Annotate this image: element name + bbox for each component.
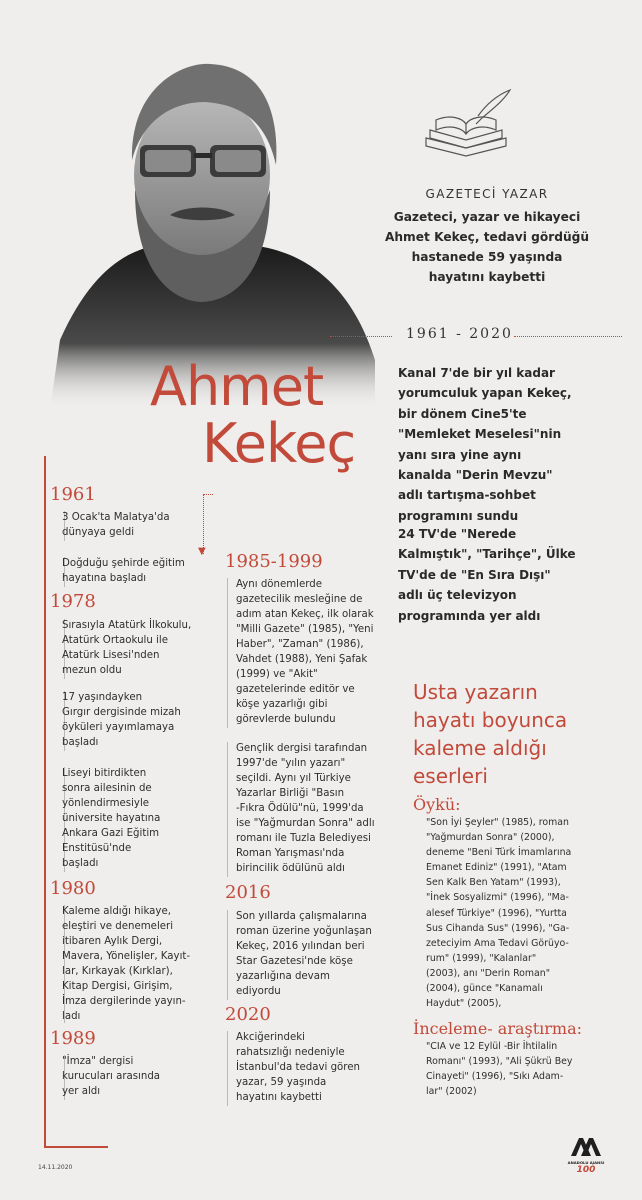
works-title: Usta yazarın hayatı boyunca kaleme aldığı eserleri bbox=[413, 680, 568, 788]
entry-bar bbox=[227, 742, 228, 877]
books-quill-illustration bbox=[418, 86, 514, 166]
entry-1985-1999-a: Aynı dönemlerde gazetecilik mesleğine de adım atan Kekeç, ilk olarak "Milli Gazete" (1985), "Yeni Haber", "Zaman" (1986), Vahdet (1988), Yeni Şafak (1999) ve "Akit" gazetelerinde editör ve köşe yazarlığı gibi görevlerde bulundu bbox=[236, 579, 374, 725]
entry-1978-c: Liseyi bitirdikten sonra ailesinin de yönlendirmesiyle üniversite hayatına Ankara Gazi Eğitim Enstitüsü'nde başladı bbox=[62, 768, 161, 869]
publish-date: 14.11.2020 bbox=[38, 1164, 73, 1171]
agency-logo bbox=[560, 1136, 612, 1175]
timeline-arrow-icon: ▼ bbox=[198, 546, 206, 557]
name-last: Kekeç bbox=[202, 412, 356, 475]
entry-1961-b: Doğduğu şehirde eğitim hayatına başladı bbox=[62, 558, 185, 584]
timeline-connector-top bbox=[203, 494, 213, 495]
entry-bar bbox=[227, 578, 228, 728]
year-1989: 1989 bbox=[50, 1028, 96, 1049]
entry-1978-a: Sırasıyla Atatürk İlkokulu, Atatürk Ortaokulu ile Atatürk Lisesi'nden mezun oldu bbox=[62, 620, 192, 676]
header-kicker: GAZETECİ YAZAR bbox=[425, 187, 549, 201]
entry-1989: "İmza" dergisi kurucuları arasında yer aldı bbox=[62, 1056, 161, 1097]
research-list: "CIA ve 12 Eylül -Bir İhtilalin Romanı" (1993), "Ali Şükrü Bey Cinayeti" (1996), "Sıkı Adam- lar" (2002) bbox=[426, 1041, 573, 1098]
timeline-connector bbox=[203, 494, 204, 554]
story-heading: Öykü: bbox=[413, 795, 461, 814]
lifespan-years: 1961 - 2020 bbox=[406, 326, 513, 342]
entry-1980: Kaleme aldığı hikaye, eleştiri ve denemeleri itibaren Aylık Dergi, Mavera, Yönelişler, Kayıt- lar, Kırkayak (Kırklar), Kitap Dergisi, Girişim, İmza dergilerinde yayın- ladı bbox=[62, 906, 191, 1022]
entry-1978-b: 17 yaşındayken Gırgır dergisinde mizah öyküleri yayımlamaya başladı bbox=[62, 692, 181, 748]
entry-1961-a: 3 Ocak'ta Malatya'da dünyaya geldi bbox=[62, 512, 170, 538]
years-dotted-line-right bbox=[514, 336, 622, 337]
headline: Gazeteci, yazar ve hikayeci Ahmet Kekeç, tedavi gördüğü hastanede 59 yaşında hayatını kaybetti bbox=[384, 210, 590, 284]
timeline-line-left bbox=[44, 456, 46, 1148]
entry-bar bbox=[227, 910, 228, 1000]
year-1980: 1980 bbox=[50, 878, 96, 899]
tv-career-paragraph-2: 24 TV'de "Nerede Kalmıştık", "Tarihçe", Ülke TV'de de "En Sıra Dışı" adlı üç televizyon programında yer aldı bbox=[398, 527, 576, 623]
year-1961: 1961 bbox=[50, 484, 96, 505]
year-1978: 1978 bbox=[50, 591, 96, 612]
entry-2016: Son yıllarda çalışmalarına roman üzerine yoğunlaşan Kekeç, 2016 yılından beri Star Gazetesi'nde köşe yazarlığına devam ediyordu bbox=[236, 911, 372, 997]
year-2020: 2020 bbox=[225, 1004, 271, 1025]
anniversary-mark: 100 bbox=[576, 1165, 596, 1175]
entry-2020: Akciğerindeki rahatsızlığı nedeniyle İstanbul'da tedavi gören yazar, 59 yaşında hayatını kaybetti bbox=[236, 1032, 360, 1103]
research-heading: İnceleme- araştırma: bbox=[413, 1019, 583, 1038]
year-1985-1999: 1985-1999 bbox=[225, 551, 323, 572]
year-2016: 2016 bbox=[225, 882, 271, 903]
story-list: "Son İyi Şeyler" (1985), roman "Yağmurdan Sonra" (2000), deneme "Beni Türk İmamlarına Emanet Ediniz" (1991), "Atam Sen Kalk Ben Yatam" (1993), "İnek Sosyalizmi" (1996), "Ma- alesef Türkiye" (1996), "Yurtta Sus Cihanda Sus" (1996), "Ga- zeteciyim Ama Tedavi Görüyo- rum" (1999), "Kalanlar" (2003), anı "Derin Roman" (2004), günce "Kanamalı Haydut" (2005), bbox=[426, 817, 572, 1010]
agency-name: ANADOLU AJANSI bbox=[567, 1160, 605, 1165]
timeline-line-bottom bbox=[44, 1146, 108, 1148]
aa-logo-icon bbox=[569, 1136, 603, 1158]
tv-career-paragraph-1: Kanal 7'de bir yıl kadar yorumculuk yapan Kekeç, bir dönem Cine5'te "Memleket Meselesi"nin yanı sıra yine aynı kanalda "Derin Mevzu" adlı tartışma-sohbet programını sundu bbox=[398, 366, 572, 523]
name-first: Ahmet bbox=[150, 355, 324, 418]
entry-bar bbox=[227, 1031, 228, 1106]
years-dotted-line bbox=[330, 336, 392, 337]
entry-1985-1999-b: Gençlik dergisi tarafından 1997'de "yılın yazarı" seçildi. Aynı yıl Türkiye Yazarlar Birliği "Basın -Fıkra Ödülü"nü, 1999'da ise "Yağmurdan Sonra" adlı romanı ile Tuzla Belediyesi Roman Yarışması'nda birincilik ödülünü aldı bbox=[236, 743, 375, 874]
